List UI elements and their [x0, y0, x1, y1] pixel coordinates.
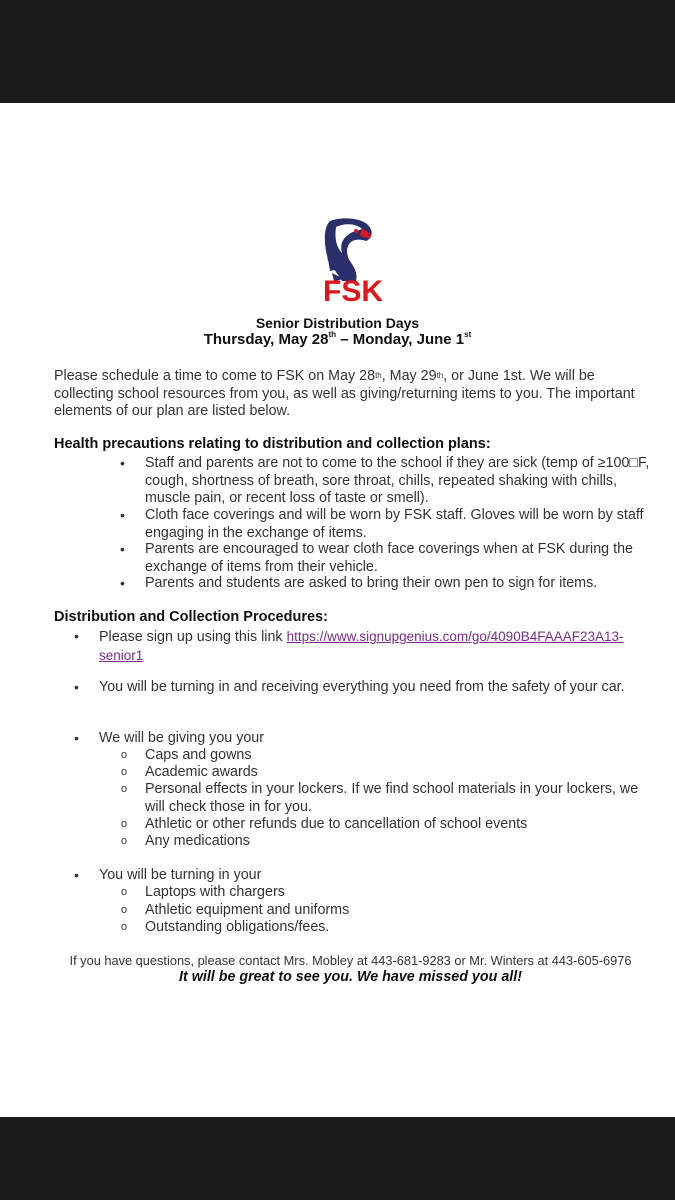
bullet-icon: •: [120, 575, 125, 591]
circle-bullet-icon: o: [121, 749, 128, 761]
date-range: Thursday, May 28th – Monday, June 1st: [203, 330, 472, 348]
signup-link[interactable]: https://www.signupgenius.com/go/4090B4FAAAF23A13-senior1: [99, 629, 624, 663]
bottom-black-bar: [0, 1117, 675, 1200]
turning-item: • You will be turning in your: [74, 867, 262, 883]
bullet-icon: •: [74, 730, 79, 746]
turning-subitem: o Laptops with chargers: [121, 884, 285, 900]
logo-text: FSK: [323, 275, 383, 305]
circle-bullet-icon: o: [121, 835, 128, 847]
bullet-icon: •: [74, 628, 79, 644]
circle-bullet-icon: o: [121, 766, 128, 778]
circle-bullet-icon: o: [121, 904, 128, 916]
giving-subitem: o Caps and gowns: [121, 747, 252, 763]
eagle-head-icon: [325, 218, 372, 281]
top-black-bar: [0, 0, 675, 103]
procedures-heading: Distribution and Collection Procedures:: [54, 609, 328, 625]
page-title: Senior Distribution Days: [255, 315, 420, 331]
bullet-icon: •: [74, 867, 79, 883]
fsk-logo: [302, 215, 404, 305]
health-item: • Staff and parents are not to come to the school if they are sick (temp of ≥100□F, cough, shortness of breath, sore throat, chills, repeated shaking with chills, muscle pain, or recent loss of taste or smell).: [120, 455, 650, 506]
bullet-icon: •: [120, 541, 125, 557]
signup-item: • Please sign up using this link https://www.signupgenius.com/go/4090B4FAAAF23A13-senior1: [74, 628, 624, 663]
circle-bullet-icon: o: [121, 921, 128, 933]
giving-item: • We will be giving you your: [74, 730, 265, 746]
contact-line: If you have questions, please contact Mrs. Mobley at 443-681-9283 or Mr. Winters at 443-605-6976: [69, 953, 632, 968]
bullet-icon: •: [120, 455, 125, 471]
health-item: • Parents are encouraged to wear cloth face coverings when at FSK during the exchange of items from their vehicle.: [120, 541, 633, 575]
health-heading: Health precautions relating to distribution and collection plans:: [54, 436, 491, 452]
bullet-icon: •: [120, 507, 125, 523]
circle-bullet-icon: o: [121, 783, 128, 795]
closing-line: It will be great to see you. We have missed you all!: [179, 969, 522, 985]
car-item: • You will be turning in and receiving everything you need from the safety of your car.: [74, 679, 625, 695]
health-item: • Cloth face coverings and will be worn by FSK staff. Gloves will be worn by staff engaging in the exchange of items.: [120, 507, 644, 541]
giving-subitem: o Academic awards: [121, 764, 258, 780]
turning-subitem: o Outstanding obligations/fees.: [121, 919, 330, 935]
circle-bullet-icon: o: [121, 886, 128, 898]
giving-subitem: o Personal effects in your lockers. If we find school materials in your lockers, we will check those in for you.: [121, 781, 639, 815]
giving-subitem: o Athletic or other refunds due to cancellation of school events: [121, 816, 528, 832]
intro-paragraph: Please schedule a time to come to FSK on May 28th, May 29th, or June 1st. We will be collecting school resources from you, as well as giving/returning items to you. The important elements of our plan are listed below.: [54, 368, 635, 419]
bullet-icon: •: [74, 679, 79, 695]
turning-subitem: o Athletic equipment and uniforms: [121, 902, 350, 918]
giving-subitem: o Any medications: [121, 833, 250, 849]
circle-bullet-icon: o: [121, 818, 128, 830]
health-item: • Parents and students are asked to bring their own pen to sign for items.: [120, 575, 598, 591]
